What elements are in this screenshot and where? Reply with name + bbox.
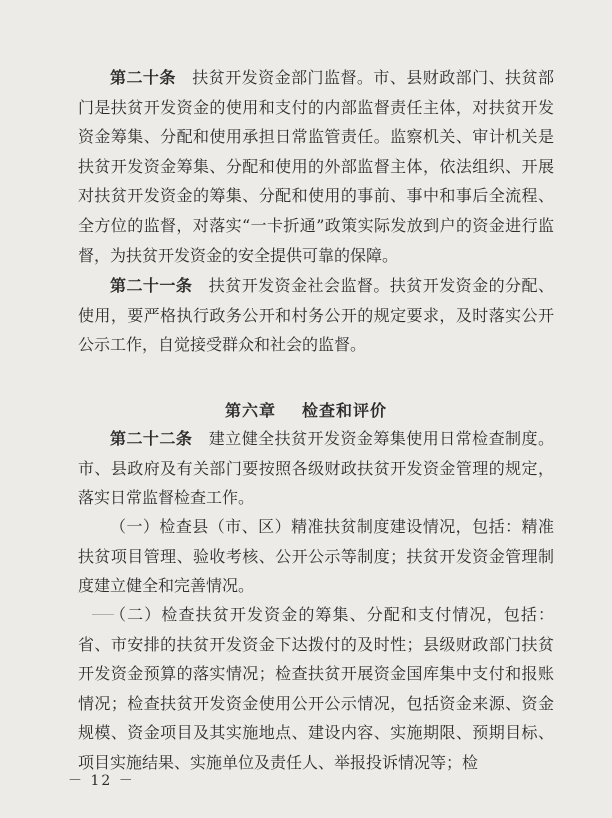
article-20-label: 第二十条 xyxy=(110,68,176,87)
article-22-paragraph xyxy=(78,424,554,513)
article-21-text: 扶贫开发资金社会监督。扶贫开发资金的分配、使用，要严格执行政务公开和村务公开的规定要求，及时落实公开公示工作，自觉接受群众和社会的监督。 xyxy=(78,276,554,355)
article-20-text: 扶贫开发资金部门监督。市、县财政部门、扶贫部门是扶贫开发资金的使用和支付的内部监督责任主体，对扶贫开发资金筹集、分配和使用承担日常监管责任。监察机关、审计机关是扶贫开发资金筹集、分配和使用的外部监督主体，依法组织、开展对扶贫开发资金的筹集、分配和使用的事前、事中和事后全流程、全方位的监督，对落实“一卡折通”政策实际发放到户的资金进行监督，为扶贫开发资金的安全提供可靠的保障。 xyxy=(78,68,554,265)
article-20-paragraph xyxy=(78,63,554,270)
article-22-text: 建立健全扶贫开发资金筹集使用日常检查制度。市、县政府及有关部门要按照各级财政扶贫开发资金管理的规定，落实日常监督检查工作。 xyxy=(78,429,554,508)
item-2-paragraph xyxy=(78,600,554,778)
item-1-text: （一）检查县（市、区）精准扶贫制度建设情况，包括：精准扶贫项目管理、验收考核、公开公示等制度；扶贫开发资金管理制度建立健全和完善情况。 xyxy=(78,517,554,596)
chapter-number: 第六章 xyxy=(224,401,276,420)
item-1-paragraph xyxy=(78,512,554,601)
page-number: － 12 － xyxy=(68,773,135,789)
item-2-text: （二）检查扶贫开发资金的筹集、分配和支付情况，包括：省、市安排的扶贫开发资金下达拨付的及时性；县级财政部门扶贫开发资金预算的落实情况；检查扶贫开展资金国库集中支付和报账情况；检查扶贫开发资金使用公开公示情况，包括资金来源、资金规模、资金项目及其实施地点、建设内容、实施期限、预期目标、项目实施结果、实施单位及责任人、举报投诉情况等；检 xyxy=(78,605,554,772)
article-21-label: 第二十一条 xyxy=(110,276,193,295)
chapter-heading xyxy=(0,398,612,421)
article-22-label: 第二十二条 xyxy=(110,429,193,448)
chapter-title: 检查和评价 xyxy=(302,401,388,420)
article-21-paragraph xyxy=(78,271,554,360)
